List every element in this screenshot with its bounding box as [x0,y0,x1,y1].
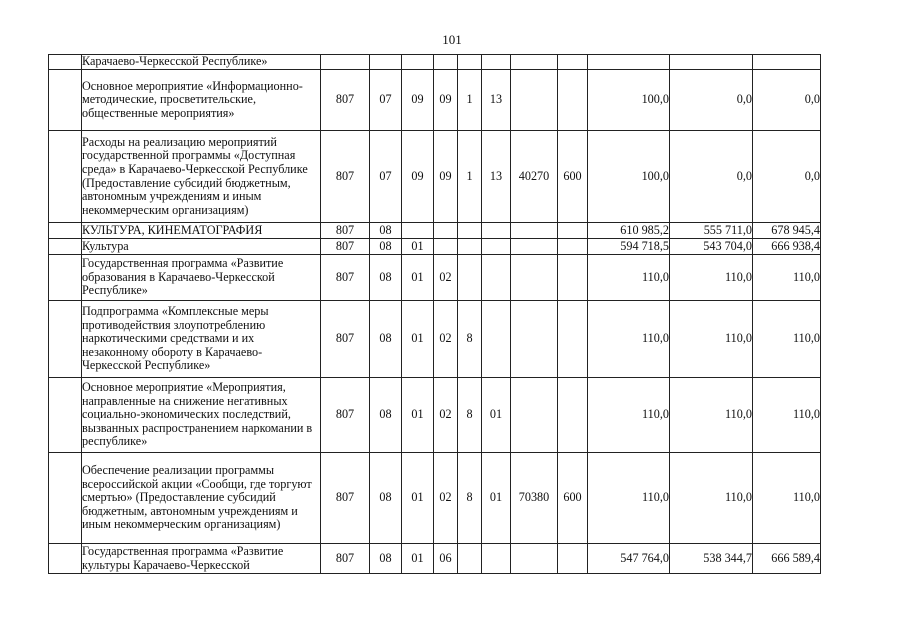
row-name: Культура [82,239,321,255]
subprogram-code: 8 [458,453,482,544]
amount-year-2: 0,0 [670,131,753,223]
ministry-code: 807 [321,70,370,131]
event-code [482,544,511,574]
row-name: Государственная программа «Развитие культуры Карачаево-Черкесской [82,544,321,574]
section-code [370,55,402,70]
amount-year-1: 110,0 [588,301,670,378]
ministry-code: 807 [321,453,370,544]
program-code: 02 [434,301,458,378]
direction-code: 40270 [511,131,558,223]
row-name: Расходы на реализацию мероприятий государственной программы «Доступная среда» в Карачаево-Черкесской Республике (Предоставление субсидий бюджетным, автономным учреждениям и иным некоммерческим организациям) [82,131,321,223]
table-row [49,70,821,131]
subsection-code: 01 [402,301,434,378]
subsection-code: 09 [402,70,434,131]
amount-year-1: 610 985,2 [588,223,670,239]
subprogram-code: 1 [458,131,482,223]
program-code: 02 [434,255,458,301]
program-code [434,223,458,239]
expense-type-code: 600 [558,453,588,544]
amount-year-3: 666 589,4 [753,544,821,574]
table-row [49,131,821,223]
budget-table-body [49,55,821,574]
amount-year-3: 110,0 [753,378,821,453]
budget-table [48,54,821,574]
amount-year-1: 110,0 [588,378,670,453]
subprogram-code [458,239,482,255]
event-code [482,239,511,255]
amount-year-2: 538 344,7 [670,544,753,574]
expense-type-code [558,544,588,574]
direction-code: 70380 [511,453,558,544]
table-row [49,544,821,574]
expense-type-code [558,239,588,255]
program-code: 02 [434,453,458,544]
section-code: 08 [370,378,402,453]
row-number-cell [49,223,82,239]
ministry-code [321,55,370,70]
expense-type-code [558,55,588,70]
direction-code [511,544,558,574]
amount-year-2: 543 704,0 [670,239,753,255]
event-code [482,55,511,70]
ministry-code: 807 [321,239,370,255]
subprogram-code [458,55,482,70]
program-code: 09 [434,131,458,223]
table-row [49,255,821,301]
subsection-code [402,55,434,70]
event-code [482,255,511,301]
amount-year-2: 110,0 [670,301,753,378]
program-code: 09 [434,70,458,131]
row-number-cell [49,378,82,453]
subsection-code [402,223,434,239]
row-name: Государственная программа «Развитие образования в Карачаево-Черкесской Республике» [82,255,321,301]
amount-year-2: 110,0 [670,255,753,301]
row-name: Основное мероприятие «Информационно-методические, просветительские, общественные мероприятия» [82,70,321,131]
subsection-code: 01 [402,255,434,301]
direction-code [511,239,558,255]
event-code: 01 [482,453,511,544]
amount-year-3: 110,0 [753,301,821,378]
event-code: 13 [482,70,511,131]
ministry-code: 807 [321,378,370,453]
expense-type-code [558,255,588,301]
amount-year-1: 547 764,0 [588,544,670,574]
amount-year-1: 100,0 [588,70,670,131]
expense-type-code [558,378,588,453]
program-code [434,55,458,70]
subprogram-code [458,223,482,239]
amount-year-1: 110,0 [588,255,670,301]
amount-year-3: 678 945,4 [753,223,821,239]
section-code: 08 [370,239,402,255]
page-number: 101 [442,32,462,47]
subprogram-code [458,255,482,301]
ministry-code: 807 [321,223,370,239]
amount-year-1: 100,0 [588,131,670,223]
direction-code [511,70,558,131]
amount-year-1: 110,0 [588,453,670,544]
program-code: 02 [434,378,458,453]
event-code [482,301,511,378]
expense-type-code [558,223,588,239]
amount-year-2: 110,0 [670,453,753,544]
subprogram-code [458,544,482,574]
subsection-code: 01 [402,239,434,255]
table-row [49,239,821,255]
direction-code [511,255,558,301]
ministry-code: 807 [321,131,370,223]
amount-year-2: 110,0 [670,378,753,453]
table-row [49,378,821,453]
direction-code [511,223,558,239]
amount-year-3: 110,0 [753,453,821,544]
subsection-code: 09 [402,131,434,223]
expense-type-code [558,301,588,378]
ministry-code: 807 [321,301,370,378]
row-name: Карачаево-Черкесской Республике» [82,55,321,70]
row-number-cell [49,70,82,131]
row-number-cell [49,131,82,223]
event-code: 13 [482,131,511,223]
amount-year-3 [753,55,821,70]
row-number-cell [49,239,82,255]
subprogram-code: 1 [458,70,482,131]
section-code: 07 [370,131,402,223]
row-number-cell [49,55,82,70]
table-row [49,453,821,544]
direction-code [511,55,558,70]
expense-type-code: 600 [558,131,588,223]
section-code: 08 [370,544,402,574]
row-number-cell [49,301,82,378]
amount-year-3: 0,0 [753,70,821,131]
section-code: 08 [370,255,402,301]
table-row [49,223,821,239]
amount-year-3: 110,0 [753,255,821,301]
amount-year-3: 0,0 [753,131,821,223]
row-name: КУЛЬТУРА, КИНЕМАТОГРАФИЯ [82,223,321,239]
amount-year-3: 666 938,4 [753,239,821,255]
amount-year-1: 594 718,5 [588,239,670,255]
table-row [49,55,821,70]
section-code: 08 [370,301,402,378]
row-number-cell [49,255,82,301]
row-number-cell [49,544,82,574]
program-code: 06 [434,544,458,574]
subsection-code: 01 [402,544,434,574]
section-code: 08 [370,223,402,239]
ministry-code: 807 [321,544,370,574]
amount-year-2: 555 711,0 [670,223,753,239]
section-code: 08 [370,453,402,544]
amount-year-1 [588,55,670,70]
amount-year-2: 0,0 [670,70,753,131]
subsection-code: 01 [402,453,434,544]
row-number-cell [49,453,82,544]
section-code: 07 [370,70,402,131]
amount-year-2 [670,55,753,70]
program-code [434,239,458,255]
direction-code [511,301,558,378]
ministry-code: 807 [321,255,370,301]
row-name: Обеспечение реализации программы всероссийской акции «Сообщи, где торгуют смертью» (Предоставление субсидий бюджетным, автономным учреждениям и иным некоммерческим организациям) [82,453,321,544]
subprogram-code: 8 [458,378,482,453]
subprogram-code: 8 [458,301,482,378]
row-name: Основное мероприятие «Мероприятия, направленные на снижение негативных социально-экономических последствий, вызванных распространением наркомании в республике» [82,378,321,453]
direction-code [511,378,558,453]
expense-type-code [558,70,588,131]
subsection-code: 01 [402,378,434,453]
event-code: 01 [482,378,511,453]
event-code [482,223,511,239]
row-name: Подпрограмма «Комплексные меры противодействия злоупотреблению наркотическими средствами и их незаконному обороту в Карачаево-Черкесской Республике» [82,301,321,378]
table-row [49,301,821,378]
